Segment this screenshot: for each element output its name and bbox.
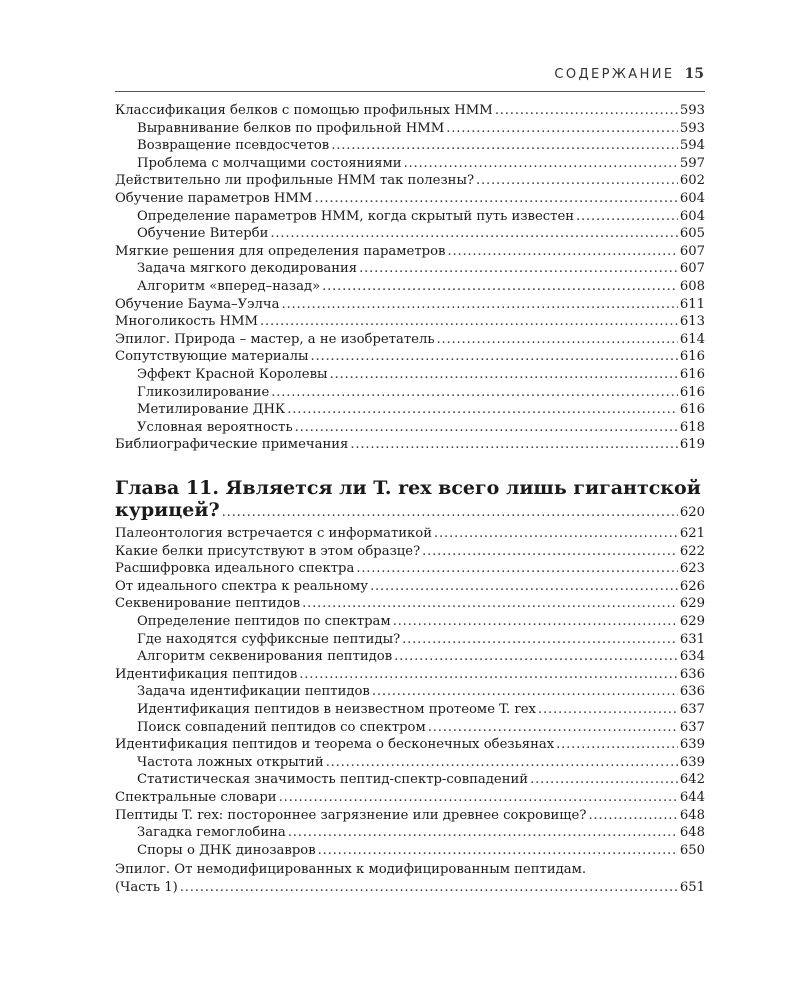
- leader-dots: [222, 503, 678, 523]
- leader-dots: [302, 595, 678, 613]
- toc-entry-title: Какие белки присутствуют в этом образце?: [115, 543, 421, 559]
- toc-entry[interactable]: [115, 683, 705, 701]
- leader-dots: [282, 296, 678, 314]
- toc-entry[interactable]: [115, 771, 705, 789]
- epilogue-line1: Эпилог. От немодифицированных к модифицированным пептидам.: [115, 862, 587, 877]
- toc-entry-title: Выравнивание белков по профильной НММ: [137, 120, 445, 136]
- toc-entry-title: Мягкие решения для определения параметров: [115, 243, 446, 259]
- toc-entry-title: Идентификация пептидов и теорема о бесконечных обезьянах: [115, 737, 555, 753]
- toc-entry[interactable]: [115, 225, 705, 243]
- toc-entry-page: 651: [679, 879, 705, 895]
- toc-entry-title: Библиографические примечания: [115, 437, 349, 453]
- toc-entry-page: 616: [679, 366, 705, 382]
- toc-entry[interactable]: [115, 789, 705, 807]
- leader-dots: [446, 120, 678, 138]
- toc-entry[interactable]: [115, 419, 705, 437]
- toc-entry[interactable]: [115, 102, 705, 120]
- leader-dots: [288, 824, 678, 842]
- leader-dots: [356, 560, 678, 578]
- toc-entry[interactable]: [115, 648, 705, 666]
- leader-dots: [370, 578, 678, 596]
- leader-dots: [331, 137, 678, 155]
- leader-dots: [326, 754, 678, 772]
- toc-entry[interactable]: [115, 401, 705, 419]
- toc-entry-page: 607: [679, 243, 705, 259]
- leader-dots: [295, 419, 678, 437]
- toc-entry[interactable]: [115, 190, 705, 208]
- leader-dots: [447, 243, 677, 261]
- toc-entry-title: Идентификация пептидов: [115, 666, 298, 682]
- toc-entry-title: Алгоритм секвенирования пептидов: [137, 649, 393, 665]
- toc-entry[interactable]: [115, 824, 705, 842]
- toc-entry[interactable]: [115, 525, 705, 543]
- toc-entry-page: 614: [679, 331, 705, 347]
- toc-entry-page: 623: [679, 561, 705, 577]
- leader-dots: [588, 807, 677, 825]
- toc-entry-page: 648: [679, 825, 705, 841]
- toc-entry[interactable]: [115, 384, 705, 402]
- chapter-title-line1: Глава 11. Является ли T. rex всего лишь гигантской: [115, 477, 701, 499]
- toc-entry-page: 622: [679, 543, 705, 559]
- toc-entry-page: 648: [679, 807, 705, 823]
- toc-entry-page: 620: [679, 505, 705, 520]
- leader-dots: [402, 631, 678, 649]
- toc-entry[interactable]: [115, 807, 705, 825]
- leader-dots: [310, 348, 677, 366]
- toc-epilogue[interactable]: [115, 861, 705, 896]
- toc-entry-page: 611: [679, 296, 705, 312]
- header-rule: [115, 91, 705, 92]
- toc-entry[interactable]: [115, 701, 705, 719]
- toc-entry-title: Метилирование ДНК: [137, 402, 286, 418]
- toc-entry-page: 594: [679, 138, 705, 154]
- leader-dots: [359, 260, 678, 278]
- toc-entry-page: 602: [679, 173, 705, 189]
- toc-entry-title: Загадка гемоглобина: [137, 825, 286, 841]
- leader-dots: [260, 313, 678, 331]
- toc-section-1: [115, 102, 705, 454]
- epilogue-line2: [115, 879, 705, 897]
- toc-entry-page: 616: [679, 349, 705, 365]
- toc-entry-title: Обучение Витерби: [137, 226, 269, 242]
- toc-entry-page: 626: [679, 578, 705, 594]
- toc-entry-title: Условная вероятность: [137, 419, 293, 435]
- toc-entry-page: 629: [679, 596, 705, 612]
- toc-entry-title: Идентификация пептидов в неизвестном протеоме T. rex: [137, 701, 536, 717]
- toc-entry[interactable]: [115, 631, 705, 649]
- toc-entry-title: Классификация белков с помощью профильных НММ: [115, 103, 493, 118]
- toc-entry-page: 618: [679, 419, 705, 435]
- toc-entry-page: 613: [679, 314, 705, 330]
- toc-entry[interactable]: [115, 613, 705, 631]
- toc-entry-title: Пептиды T. rex: постороннее загрязнение или древнее сокровище?: [115, 807, 587, 823]
- toc-entry-page: 639: [679, 737, 705, 753]
- toc-entry-page: 593: [679, 120, 705, 136]
- section-title: СОДЕРЖАНИЕ: [554, 67, 675, 82]
- toc-entry-title: Определение параметров НММ, когда скрытый путь известен: [137, 208, 575, 224]
- toc-entry-page: 644: [679, 789, 705, 805]
- toc-entry-title: Сопутствующие материалы: [115, 349, 309, 365]
- toc-entry-title: Гликозилирование: [137, 384, 270, 400]
- toc-entry-page: 631: [679, 631, 705, 647]
- toc-entry[interactable]: [115, 348, 705, 366]
- toc-entry-page: 616: [679, 402, 705, 418]
- toc-entry[interactable]: [115, 436, 705, 454]
- toc-entry[interactable]: [115, 666, 705, 684]
- toc-entry[interactable]: [115, 260, 705, 278]
- toc-entry-title: Споры о ДНК динозавров: [137, 842, 316, 858]
- running-head: [554, 66, 704, 82]
- toc-entry[interactable]: [115, 719, 705, 737]
- toc-entry-title: Эпилог. Природа – мастер, а не изобретатель: [115, 331, 435, 347]
- page-number: 15: [684, 66, 704, 82]
- toc-entry-page: 593: [679, 103, 705, 118]
- leader-dots: [495, 102, 678, 120]
- toc-entry-page: 604: [679, 190, 705, 206]
- toc-entry-title: курицей?: [115, 499, 220, 521]
- toc-entry-page: 605: [679, 226, 705, 242]
- toc-entry-title: Спектральные словари: [115, 789, 277, 805]
- toc-entry-page: 636: [679, 666, 705, 682]
- toc-entry[interactable]: [115, 331, 705, 349]
- toc-entry-page: 642: [679, 772, 705, 788]
- toc-entry[interactable]: [115, 595, 705, 613]
- leader-dots: [404, 155, 678, 173]
- leader-dots: [394, 648, 678, 666]
- leader-dots: [322, 278, 678, 296]
- toc-entry[interactable]: [115, 842, 705, 860]
- leader-dots: [538, 701, 678, 719]
- toc-entry[interactable]: [115, 120, 705, 138]
- toc-entry-title: Задача идентификации пептидов: [137, 684, 370, 700]
- toc-entry-title: Проблема с молчащими состояниями: [137, 155, 402, 171]
- toc-entry-title: Определение пептидов по спектрам: [137, 613, 391, 629]
- leader-dots: [270, 225, 677, 243]
- toc-entry[interactable]: [115, 296, 705, 314]
- toc-entry-title: Поиск совпадений пептидов со спектром: [137, 719, 426, 735]
- toc-entry-title: От идеального спектра к реальному: [115, 578, 369, 594]
- toc-entry[interactable]: [115, 366, 705, 384]
- leader-dots: [372, 683, 678, 701]
- toc-entry-page: 607: [679, 261, 705, 277]
- toc-entry-title: Алгоритм «вперед–назад»: [137, 278, 321, 294]
- chapter-title-line2[interactable]: [115, 500, 705, 520]
- leader-dots: [576, 208, 678, 226]
- toc-entry[interactable]: [115, 278, 705, 296]
- toc-entry-page: 608: [679, 278, 705, 294]
- leader-dots: [422, 543, 678, 561]
- toc-entry[interactable]: [115, 155, 705, 173]
- leader-dots: [271, 384, 678, 402]
- toc-entry-page: 616: [679, 384, 705, 400]
- leader-dots: [437, 331, 678, 349]
- toc-entry[interactable]: [115, 243, 705, 261]
- toc-entry-page: 636: [679, 684, 705, 700]
- toc-entry[interactable]: [115, 754, 705, 772]
- toc-entry-title: Задача мягкого декодирования: [137, 261, 358, 277]
- toc-entry-page: 621: [679, 526, 705, 541]
- toc-entry-title: Действительно ли профильные НММ так полезны?: [115, 173, 475, 189]
- toc-entry-title: Секвенирование пептидов: [115, 596, 301, 612]
- toc-entry-page: 650: [679, 842, 705, 858]
- toc-entry-page: 639: [679, 754, 705, 770]
- toc-entry[interactable]: [115, 736, 705, 754]
- toc-entry-title: Многоликость НММ: [115, 314, 258, 330]
- toc-entry[interactable]: [115, 313, 705, 331]
- toc-entry-page: 619: [679, 437, 705, 453]
- toc-entry-title: Обучение Баума–Уэлча: [115, 296, 280, 312]
- toc-entry-page: 637: [679, 701, 705, 717]
- toc-entry-title: Обучение параметров НММ: [115, 190, 313, 206]
- toc-entry[interactable]: [115, 172, 705, 190]
- toc-entry-title: Палеонтология встречается с информатикой: [115, 526, 433, 541]
- leader-dots: [350, 436, 677, 454]
- toc-entry-page: 597: [679, 155, 705, 171]
- toc-entry-title: Расшифровка идеального спектра: [115, 561, 355, 577]
- toc-entry[interactable]: [115, 208, 705, 226]
- leader-dots: [287, 401, 678, 419]
- toc-entry-page: 629: [679, 613, 705, 629]
- toc-entry-page: 634: [679, 649, 705, 665]
- toc-entry-title: Частота ложных открытий: [137, 754, 324, 770]
- toc-entry-page: 604: [679, 208, 705, 224]
- toc-entry-title: Статистическая значимость пептид-спектр-совпадений: [137, 772, 529, 788]
- leader-dots: [279, 789, 678, 807]
- leader-dots: [434, 525, 678, 543]
- toc-entry[interactable]: [115, 578, 705, 596]
- leader-dots: [330, 366, 678, 384]
- toc-entry-title: (Часть 1): [115, 879, 178, 895]
- toc-entry-page: 637: [679, 719, 705, 735]
- toc-entry-title: Где находятся суффиксные пептиды?: [137, 631, 401, 647]
- toc-entry[interactable]: [115, 543, 705, 561]
- toc-entry[interactable]: [115, 137, 705, 155]
- leader-dots: [299, 666, 678, 684]
- leader-dots: [318, 842, 678, 860]
- toc-section-2: [115, 525, 705, 859]
- leader-dots: [180, 879, 678, 897]
- leader-dots: [476, 172, 678, 190]
- chapter-11-heading: [115, 476, 705, 520]
- toc-entry[interactable]: [115, 560, 705, 578]
- leader-dots: [530, 771, 678, 789]
- toc-entry-title: Эффект Красной Королевы: [137, 366, 328, 382]
- leader-dots: [556, 736, 678, 754]
- toc-entry-title: Возвращение псевдосчетов: [137, 138, 330, 154]
- leader-dots: [428, 719, 678, 737]
- leader-dots: [393, 613, 678, 631]
- leader-dots: [314, 190, 677, 208]
